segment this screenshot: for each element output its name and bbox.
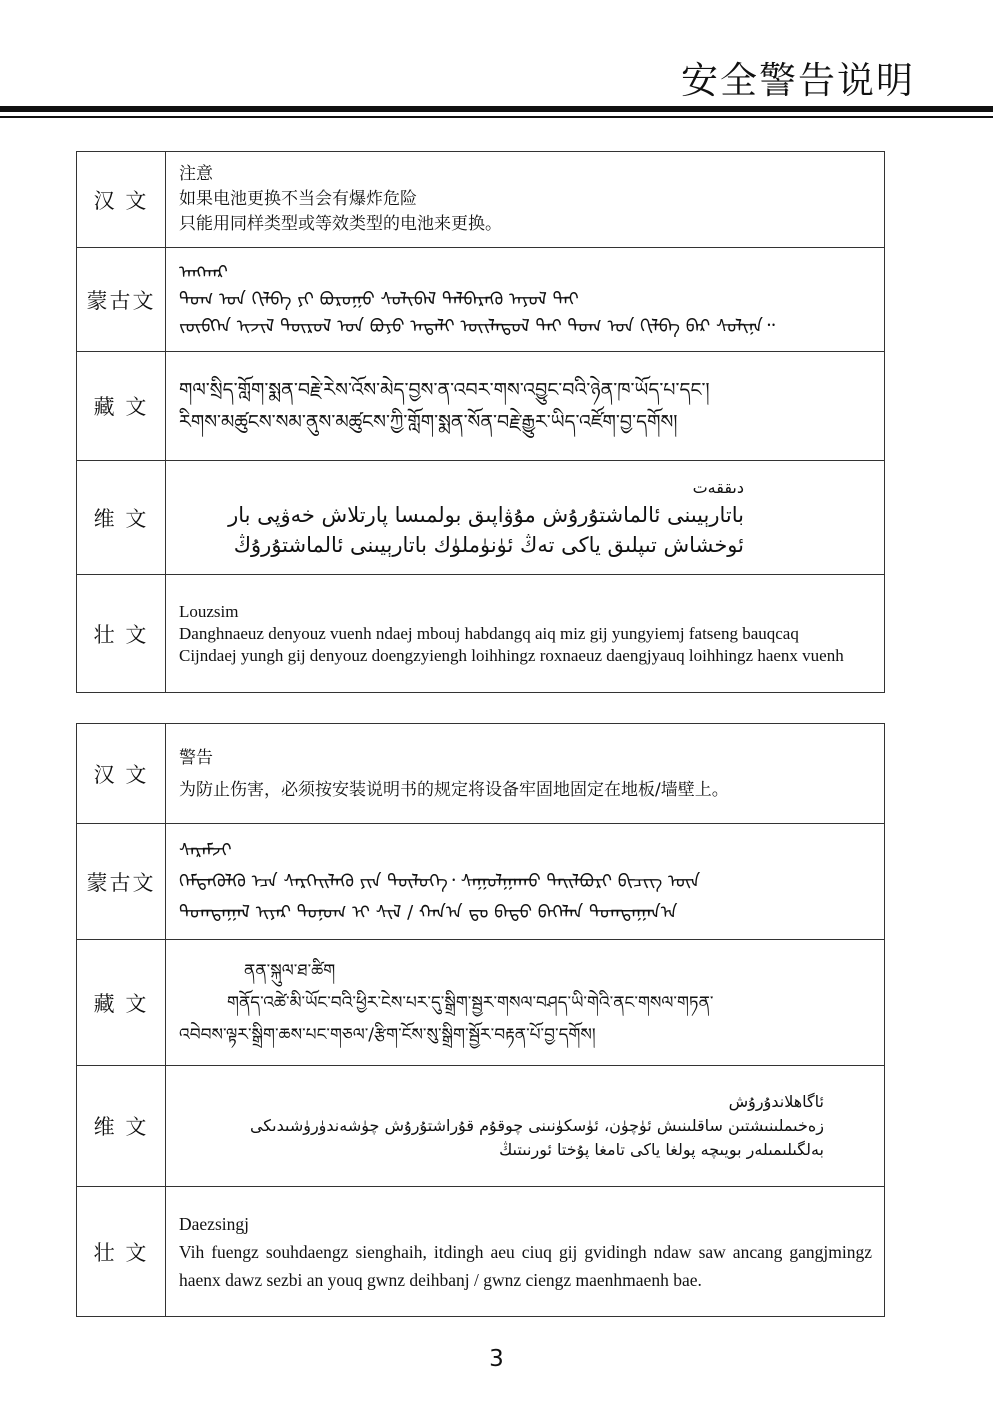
warning-heading: 警告: [179, 747, 213, 768]
page-title: 安全警告说明: [681, 59, 915, 102]
text-line: ᠵᠥᠪᠬᠡᠨ ᠢᠵᠢᠯ ᠲᠥᠷᠥᠯ ᠤᠨ ᠪᠤᠶᠤ ᠠᠳᠠᠯᠢ ᠦᠢᠯᠡᠳᠦᠯ ᠲᠡᠢ ᠲᠣᠭ ᠤᠨ ᠬᠢᠯᠪᠡ ᠪᠡᠷ ᠰᠣᠯᠢᠨᠠ᠃: [179, 316, 775, 337]
tibetan-text: [166, 352, 885, 461]
table-row: [77, 824, 885, 940]
lang-label-chinese: 汉 文: [77, 724, 166, 824]
text-line: ئوخشاش تىپلىق ياكى تەڭ ئۈنۈملۈك باتارېيىنى ئالماشتۇرۇڭ: [233, 532, 744, 557]
text-line: ᠲᠣᠭᠲᠠᠭᠠᠯ ᠢᠶᠠᠷ ᠲᠣᠨᠣᠭ ᠢ ᠰᠢᠯ / ᠬᠠᠨ᠎ᠠ ᠳᠤ ᠪᠠᠲᠤ ᠪᠡᠬᠡᠯᠡᠨ ᠲᠣᠭᠲᠠᠭᠠᠨ᠎ᠠ: [179, 902, 678, 923]
zhuang-text: [166, 575, 885, 693]
caution-heading: دىققەت: [692, 477, 744, 497]
lang-label-tibetan: 藏 文: [77, 940, 166, 1066]
warning-heading: ᠰᠡᠷᠡᠮᠵᠢ: [179, 840, 232, 861]
table-row: [77, 1187, 885, 1317]
text-line: Vih fuengz souhdaengz sienghaih, itdingh aeu ciuq gij gvidingh ndaw saw ancang gangjmingz haenx dawz sezbi an youq gwnz deihbanj / gwnz ciengz maenhmaenh bae.: [179, 1241, 872, 1290]
table-row: [77, 724, 885, 824]
caution-heading: Louzsim: [179, 601, 239, 621]
table-row: [77, 152, 885, 248]
table-row: [77, 1066, 885, 1187]
caution-heading: 注意: [179, 164, 213, 184]
header-rule-thick: [0, 106, 993, 112]
table-row: [77, 461, 885, 575]
lang-label-mongolian: 蒙古文: [77, 248, 166, 352]
text-line: Danghnaeuz denyouz vuenh ndaej mbouj habdangq aiq miz gij yungyiemj fatseng bauqcaq: [179, 623, 799, 643]
table-row: [77, 940, 885, 1066]
uyghur-text: [166, 461, 885, 575]
zhuang-text: [166, 1187, 885, 1317]
header-rule-thin: [0, 116, 993, 118]
mongolian-text: [166, 248, 885, 352]
text-line: རིགས་མཚུངས་སམ་ནུས་མཚུངས་ཀྱི་གློག་སྨན་སོན་བརྗེ་རྒྱུར་ཡིད་འཛོག་བྱ་དགོས།: [179, 411, 678, 433]
text-line: بەلگىلىمىلەر بويىچە پولغا ياكى تامغا پۇختا ئورنىتىڭ: [499, 1140, 824, 1159]
text-line: 如果电池更换不当会有爆炸危险: [179, 189, 417, 209]
uyghur-text: [166, 1066, 885, 1187]
text-line: འབེབས་ལྟར་སྒྲིག་ཆས་པང་གཅལ་/རྩིག་ངོས་སུ་སྒྲིག་སྦྱོར་བརྟན་པོ་བྱ་དགོས།: [179, 1024, 596, 1045]
tibetan-text: [166, 940, 885, 1066]
text-line: باتارېيىنى ئالماشتۇرۇش مۇۋاپىق بولمىسا پارتلاش خەۋپى بار: [228, 502, 744, 527]
lang-label-chinese: 汉 文: [77, 152, 166, 248]
text-line: ᠭᠡᠮᠲᠡᠭᠦᠯᠬᠦ ᠡᠴᠡ ᠰᠡᠷᠭᠡᠢᠯᠡᠬᠦ ᠶᠢᠨ ᠲᠥᠯᠥᠭᠡ᠂ ᠰᠠᠭᠤᠯᠭᠠᠬᠤ ᠲᠠᠢᠯᠪᠤᠷᠢ ᠪᠢᠴᠢᠭ ᠦᠨ: [179, 871, 701, 892]
caution-table: [76, 151, 885, 693]
caution-heading: ᠠᠩᠬᠠᠷ: [179, 262, 228, 283]
table-row: [77, 352, 885, 461]
lang-label-tibetan: 藏 文: [77, 352, 166, 461]
lang-label-mongolian: 蒙古文: [77, 824, 166, 940]
warning-heading: ئاگاھلاندۇرۇش: [728, 1092, 824, 1111]
text-line: གལ་སྲིད་གློག་སྨན་བརྗེ་རེས་འོས་མེད་བྱས་ན་འབར་གས་འབྱུང་བའི་ཉེན་ཁ་ཡོད་པ་དང་།: [179, 379, 710, 401]
text-line: གནོད་འཚེ་མི་ཡོང་བའི་ཕྱིར་ངེས་པར་དུ་སྒྲིག་སྦྱར་གསལ་བཤད་ཡི་གེའི་ནང་གསལ་གཏན་: [227, 992, 714, 1013]
page-number: 3: [489, 1346, 504, 1372]
warning-table: [76, 723, 885, 1317]
lang-label-uyghur: 维 文: [77, 461, 166, 575]
text-line: 为防止伤害，必须按安装说明书的规定将设备牢固地固定在地板/墙壁上。: [179, 779, 729, 800]
lang-label-uyghur: 维 文: [77, 1066, 166, 1187]
text-line: 只能用同样类型或等效类型的电池来更换。: [179, 214, 502, 234]
mongolian-text: [166, 824, 885, 940]
lang-label-zhuang: 壮 文: [77, 1187, 166, 1317]
warning-heading: Daezsingj: [179, 1213, 249, 1234]
text-line: ᠲᠣᠭ ᠤᠨ ᠬᠢᠯᠪᠡ ᠶᠢ ᠪᠤᠷᠤᠭᠤ ᠰᠣᠯᠢᠪᠠᠯ ᠳᠡᠯᠪᠡᠷᠡᠬᠦ ᠠᠶᠤᠯ ᠲᠠᠢ: [179, 289, 579, 310]
chinese-text: [166, 152, 885, 248]
table-row: [77, 248, 885, 352]
text-line: Cijndaej yungh gij denyouz doengzyiengh loihhingz roxnaeuz daengjyauq loihhingz haenx vuenh: [179, 645, 844, 665]
lang-label-zhuang: 壮 文: [77, 575, 166, 693]
text-line: زەخىملىنىشتىن ساقلىنىش ئۈچۈن، ئۈسكۈنىنى چوقۇم قۇراشتۇرۇش چۈشەندۈرۈشىدىكى: [249, 1116, 824, 1135]
table-row: [77, 575, 885, 693]
warning-heading: ནན་སྐུལ་ཐ་ཚིག: [244, 960, 336, 981]
chinese-text: [166, 724, 885, 824]
